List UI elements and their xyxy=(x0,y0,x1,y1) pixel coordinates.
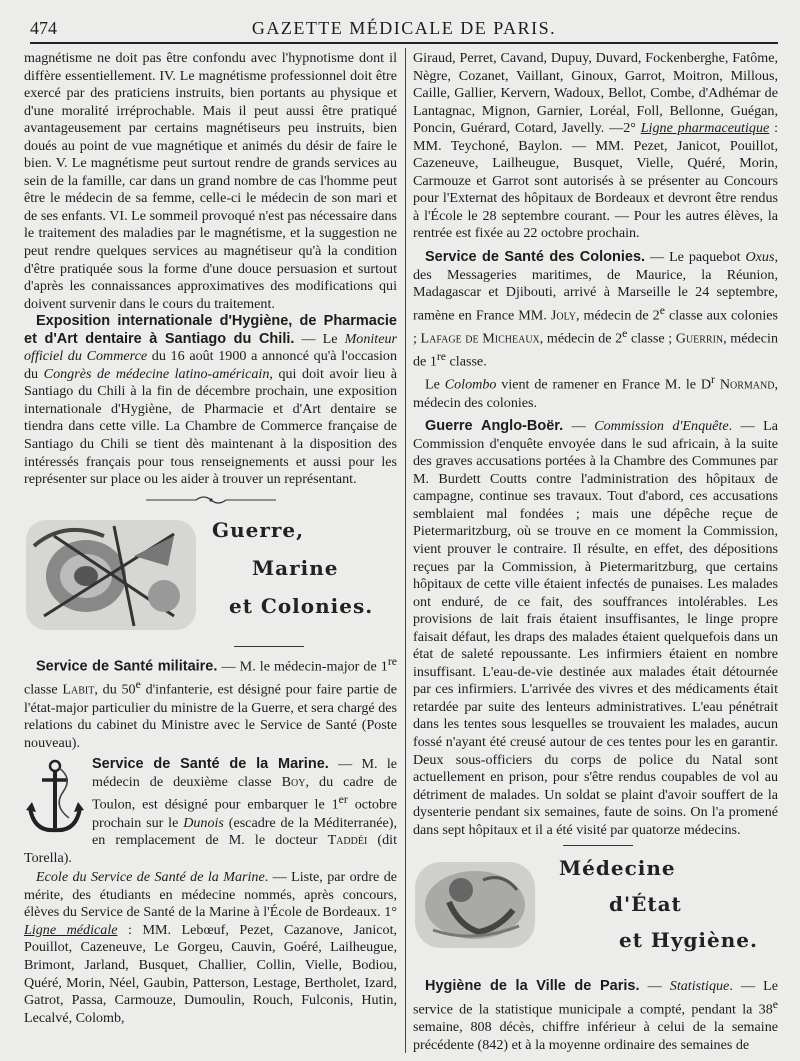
military-health-heading: Service de Santé militaire. xyxy=(36,658,218,675)
ornament-divider xyxy=(24,493,397,511)
war-navy-colonies-banner xyxy=(24,516,397,638)
naval-school-list: Ecole du Service de Santé de la Marine. — Liste, par ordre de mérite, des étudiants en médecine nommés, après concours, élèves du Service de Santé de la Marine à l'École de Bordeaux. 1° Ligne médicale : MM. Lebœuf, Pezet, Cazanove, Janicot, Pouillot, Cazeneuve, Le Gorgeu, Cauvin, Goéré, Lailheugue, Brimont, Jarland, Busquet, Challier, Collin, Vielle, Bodiou, Quéré, Morin, Néel, Gaubin, Patterson, Lestage, Bertholet, Izard, Gatrot, Passa, Carmouze, Dumoulin, Rouch, Fulconis, Hutin, Lecalvé, Colomb, xyxy=(24,869,398,1026)
right-column xyxy=(413,50,778,1054)
banner-word-war: Guerre, xyxy=(212,518,305,543)
short-rule xyxy=(563,845,633,846)
colombo-note: Le Colombo vient de ramener en France M. le $D^r$ Normand, médecin des colonies. xyxy=(413,373,778,411)
classical-figure-illustration xyxy=(413,860,538,952)
paris-hygiene-heading: Hygiène de la Ville de Paris. xyxy=(425,978,640,995)
short-rule xyxy=(234,646,304,647)
military-trophy-illustration xyxy=(24,516,199,634)
military-health-article: Service de Santé militaire. — M. le médecin-major de 1re classe Labit, du 50e d'infanterie, est désigné pour faire partie de l'état-major particulier du ministre de la Guerre, et sera chargé des relations du cabinet du Ministre avec le Service de Santé (Poste nouveau). xyxy=(24,655,397,751)
running-title: GAZETTE MÉDICALE DE PARIS. xyxy=(251,18,557,38)
naval-school-list-continued: Giraud, Perret, Cavand, Dupuy, Duvard, Fockenberghe, Fatôme, Nègre, Cozanet, Vaillant, Ginoux, Garrot, Moitron, Millous, Caille, Gallier, Kervern, Wadoux, Bellot, Combe, d'Adhémar de Lantagnac, Mignon, Garnier, Loréal, Foll, Bellonne, Guégan, Poncin, Guérard, Cotard, Javelly. —2° Ligne pharmaceutique : MM. Teychoné, Baylon. — MM. Pezet, Janicot, Pouillot, Cazeneuve, Lailheugue, Busquet, Vielle, Quéré, Morin, Carmouze et Garrot sont autorisés à se présenter au Concours pour l'Externat des hôpitaux de Bordeaux et devront être rendus à l'École le 28 septembre courant. — Pour les autres élèves, la rentrée est fixée au 22 octobre prochain. xyxy=(413,50,778,242)
state-medicine-hygiene-banner xyxy=(413,852,778,970)
navy-health-article: Service de Santé de la Marine. — M. le médecin de deuxième classe Boy, du cadre de Toulon, est désigné pour embarquer le 1er octobre prochain sur le Dunois (escadre de la Méditerranée), en remplacement de M. le docteur Taddéi (dit Torella). xyxy=(24,756,398,866)
paris-hygiene-article: Hygiène de la Ville de Paris. — Statistique. — Le service de la statistique municipale a compté, pendant la 38e semaine, 808 décès, chiffre inférieur à celui de la semaine précédente (842) et à la moyenne ordinaire des semaines de xyxy=(413,978,779,1053)
exposition-article: Exposition internationale d'Hygiène, de Pharmacie et d'Art dentaire à Santiago du Chili. — Le Moniteur officiel du Commerce du 16 août 1900 a annoncé qu'à l'occasion du Congrès de médecine latino-américain, qui doit avoir lieu à Santiago du Chili à la fin de décembre prochain, une exposition internationale d'Hygiène, de Pharmacie et d'Art dentaire se tiendra dans cette ville. La Chambre de Commerce française de Santiago du Chili se tient dès maintenant à la disposition des intéressés français pour tous renseignements et aussi pour les représenter sur place ou les aider à trouver un représentant. xyxy=(24,313,398,488)
banner-word-hygiene: et Hygiène. xyxy=(619,928,758,953)
colonies-health-article: Service de Santé des Colonies. — Le paquebot Oxus, des Messageries maritimes, de Maurice, la Réunion, Madagascar et Djibouti, arrivé à Marseille le 24 septembre, ramène en France MM. Joly, médecin de 2e classe aux colonies ; Lafage de Micheaux, médecin de 2e classe ; Guerrin, médecin de 1re classe. xyxy=(413,249,779,370)
column-divider xyxy=(405,48,406,1053)
anglo-boer-heading: Guerre Anglo-Boër. xyxy=(425,418,564,435)
page-number: 474 xyxy=(30,18,57,38)
exposition-heading: Exposition internationale d'Hygiène, de Pharmacie et d'Art dentaire à Santiago du Chili. xyxy=(24,313,397,347)
page-header xyxy=(30,14,778,44)
banner-word-navy: Marine xyxy=(252,556,339,581)
banner-word-state: d'État xyxy=(609,892,682,917)
banner-word-colonies: et Colonies. xyxy=(229,594,374,619)
anchor-illustration xyxy=(24,758,86,838)
magnetism-paragraph: magnétisme ne doit pas être confondu avec l'hypnotisme dont il diffère essentiellement. IV. Le magnétisme professionnel doit être exercé par des praticiens instruits, bien portants au physique et d'une moralité irréprochable. Mais il peut aussi être pratiqué avantageusement par certains magnétiseurs peu instruits, bien doués au point de vue magnétique et animés du désir de faire le bien. V. Le magnétisme peut surtout rendre de grands services au sein de la famille, car dans un grand nombre de cas l'homme peut être le médecin de sa femme, celle-ci le médecin de son mari et de ses enfants. VI. Le sommeil provoqué n'est pas nécessaire dans le traitement des maladies par le magnétisme, et la suggestion ne peut rendre quelques services au magnétiseur qu'à la condition d'être pratiquée sous la forme d'une douce persuasion et surtout d'après les connaissances approximatives des modifications qui doivent survenir dans le cours du traitement. xyxy=(24,50,397,312)
colonies-health-heading: Service de Santé des Colonies. xyxy=(425,249,646,266)
navy-health-heading: Service de Santé de la Marine. xyxy=(92,756,329,773)
banner-word-medicine: Médecine xyxy=(559,856,676,881)
anglo-boer-article: Guerre Anglo-Boër. — Commission d'Enquête. — La Commission d'enquête envoyée dans le sud africain, à la suite des graves accusations portées à la Chambre des Communes par M. Burdett Coutts contre l'administration des hôpitaux de campagne, continue ses travaux. Tout d'abord, ces accusations semblaient mal fondées ; mais une dépêche reçue de Pietermaritzburg, où se trouve en ce moment la Commission, vient prouver le contraire. Il résulte, en effet, des dépositions reçues par la Commission, à Pietermaritzburg, que certains hôpitaux de cette ville étaient infectés de punaises. Les malades ont enduré, de ce fait, des souffrances intolérables. Les provisions de lait frais étaient insuffisantes, le linge propre faisait défaut, les draps des malades étaient quelquefois dans un état de saleté repoussante. Les infirmiers étaient en nombre insuffisant. L'eau-de-vie destinée aux malades était détournée par ces infirmiers. L'arrivée des vivres et des médicaments était retardée par suite des lenteurs administratives. L'eau pénétrait dans les tentes sous lesquelles se trouvaient les malades, aucun fossé n'ayant été creusé autour de ces tentes pour les en garantir. Deux sous-officiers du corps de police du Natal sont actuellement en prison, pour s'être rendus coupables de vol au détriment de malades. Un soldat se plaint d'avoir souffert de la dysenterie pendant six semaines, faute de soins. On l'a promené dans sept hôpitaux et il a été visité par quatorze médecins. xyxy=(413,418,779,838)
left-column xyxy=(24,50,397,1027)
